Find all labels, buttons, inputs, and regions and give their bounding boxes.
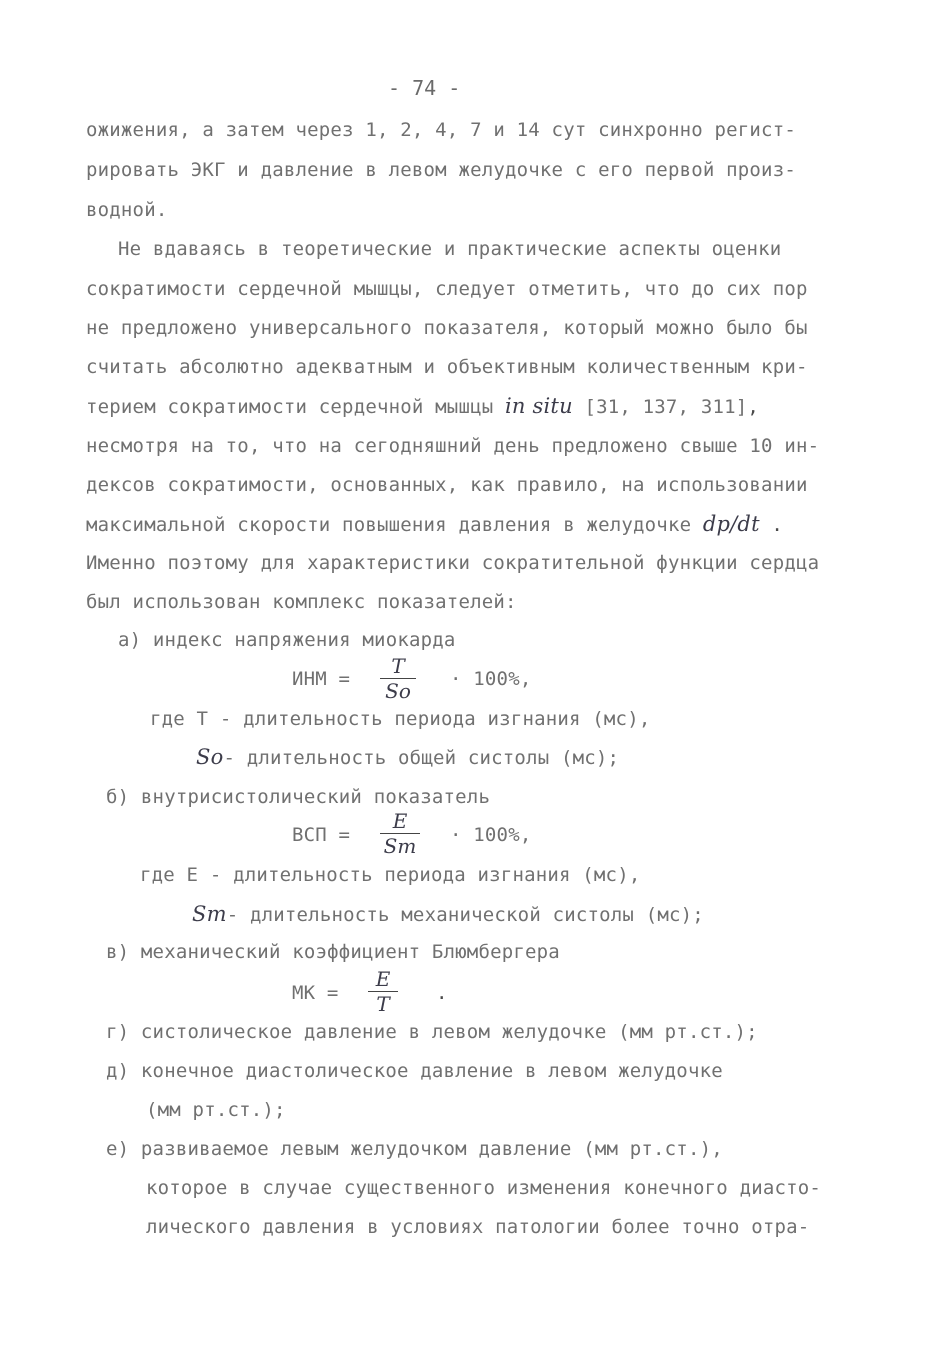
- text-line: где T - длительность периода изгнания (мс),: [150, 708, 651, 730]
- text-line: водной.: [86, 199, 168, 221]
- list-item-label: в) механический коэффициент Блюмбергера: [106, 941, 560, 963]
- list-item-label: е) развиваемое левым желудочком давление (мм рт.ст.),: [106, 1138, 723, 1160]
- in-situ-handwritten: in situ: [505, 394, 573, 418]
- text-line: несмотря на то, что на сегодняшний день предложено свыше 10 ин-: [86, 435, 820, 457]
- text-line: [86, 394, 759, 419]
- formula-lhs: ИНМ =: [292, 668, 351, 690]
- symbol-handwritten: So: [196, 745, 224, 769]
- text-segment: терием сократимости сердечной мышцы: [86, 396, 494, 418]
- formula-rhs: · 100%,: [450, 824, 532, 846]
- text-line: [86, 512, 783, 537]
- references: [31, 137, 311]: [584, 396, 748, 418]
- formula-rhs: · 100%,: [450, 668, 532, 690]
- formula-rhs: .: [436, 982, 448, 1004]
- text-line: которое в случае существенного изменения конечного диасто-: [146, 1177, 822, 1199]
- list-item-label: д) конечное диастолическое давление в левом желудочке: [106, 1060, 723, 1082]
- text-segment: - длительность механической систолы (мс);: [226, 904, 704, 926]
- fraction-numerator: E: [392, 809, 408, 833]
- text-segment: - длительность общей систолы (мс);: [223, 747, 620, 769]
- text-line: Именно поэтому для характеристики сократительной функции сердца: [86, 552, 820, 574]
- list-item-label: а) индекс напряжения миокарда: [118, 629, 456, 651]
- text-line: [196, 745, 619, 770]
- fraction: [380, 655, 416, 702]
- fraction-numerator: T: [391, 654, 405, 678]
- text-line: считать абсолютно адекватным и объективным количественным кри-: [86, 356, 808, 378]
- punctuation: ,: [747, 396, 760, 418]
- text-line: рировать ЭКГ и давление в левом желудочке с его первой произ-: [86, 159, 796, 181]
- dpdt-handwritten: dp/dt: [702, 512, 760, 536]
- page-number: - 74 -: [388, 76, 461, 100]
- fraction-denominator: T: [376, 992, 390, 1016]
- formula-lhs: ВСП =: [292, 824, 351, 846]
- symbol-handwritten: Sm: [192, 902, 227, 926]
- text-line: был использован комплекс показателей:: [86, 591, 517, 613]
- text-line: (мм рт.ст.);: [146, 1099, 286, 1121]
- fraction-denominator: Sm: [383, 834, 417, 858]
- text-line: дексов сократимости, основанных, как правило, на использовании: [86, 474, 808, 496]
- text-line: [192, 902, 704, 927]
- text-line: не предложено универсального показателя, который можно было бы: [86, 317, 808, 339]
- fraction: [368, 968, 398, 1015]
- fraction-numerator: E: [375, 967, 391, 991]
- fraction: [380, 810, 420, 857]
- text-segment: максимальной скорости повышения давления в желудочке: [86, 514, 692, 536]
- text-line: Не вдаваясь в теоретические и практические аспекты оценки: [118, 238, 782, 260]
- text-line: сократимости сердечной мышцы, следует отметить, что до сих пор: [86, 278, 808, 300]
- punctuation: .: [771, 514, 783, 536]
- fraction-denominator: So: [385, 679, 411, 703]
- list-item-label: г) систолическое давление в левом желудочке (мм рт.ст.);: [106, 1021, 758, 1043]
- text-line: лического давления в условиях патологии более точно отра-: [146, 1216, 810, 1238]
- formula-lhs: МК =: [292, 982, 339, 1004]
- list-item-label: б) внутрисистолический показатель: [106, 786, 491, 808]
- text-line: где E - длительность периода изгнания (мс),: [140, 864, 641, 886]
- text-line: ожижения, а затем через 1, 2, 4, 7 и 14 сут синхронно регист-: [86, 119, 796, 141]
